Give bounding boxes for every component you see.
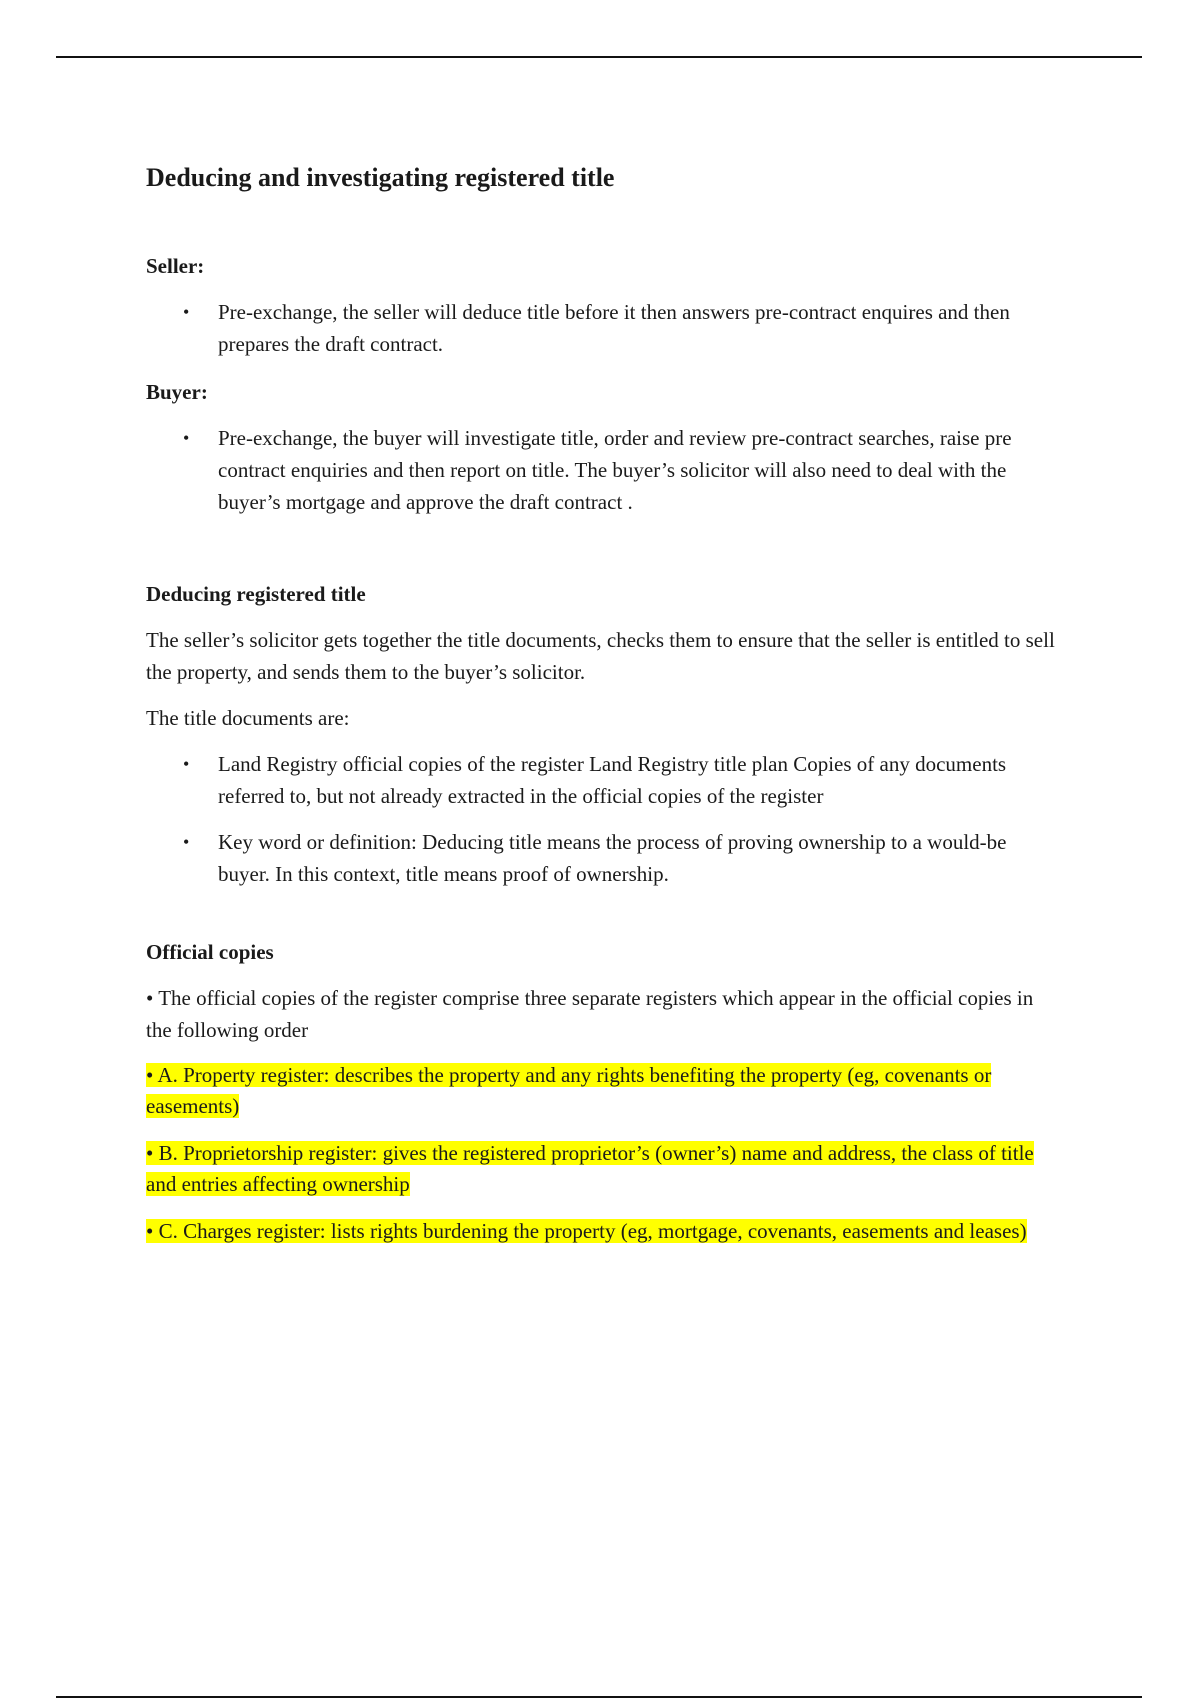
spacer [146, 908, 1056, 938]
highlighted-text: • A. Property register: describes the property and any rights benefiting the property (eg, covenants or easements) [146, 1063, 992, 1118]
official-copies-intro: • The official copies of the register comprise three separate registers which appear in the official copies in the following order [146, 986, 1034, 1042]
bottom-rule [56, 1696, 1142, 1698]
bullet-icon: • [183, 428, 190, 448]
top-rule [56, 56, 1142, 58]
document-title: Deducing and investigating registered title [146, 163, 615, 192]
charges-register-paragraph [146, 1216, 1056, 1247]
definition-item: Key word or definition: Deducing title means the process of proving ownership to a would-be buyer. In this context, title means proof of ownership. [218, 830, 1007, 886]
bullet-icon: • [183, 754, 190, 774]
bullet-icon: • [183, 832, 190, 852]
deducing-heading: Deducing registered title [146, 582, 366, 606]
document-body [146, 150, 1056, 1263]
list-item [146, 296, 1056, 360]
seller-bullet-text: Pre-exchange, the seller will deduce title before it then answers pre-contract enquires and then prepares the draft contract. [218, 300, 1010, 356]
bullet-icon: • [183, 302, 190, 322]
seller-label: Seller: [146, 254, 205, 278]
highlighted-text: • B. Proprietorship register: gives the registered proprietor’s (owner’s) name and address, the class of title and entries affecting ownership [146, 1141, 1034, 1196]
buyer-bullet-list [146, 422, 1056, 518]
title-documents-list [146, 748, 1056, 890]
property-register-paragraph [146, 1060, 1056, 1122]
list-item [146, 422, 1056, 518]
spacer [146, 536, 1056, 580]
proprietorship-register-paragraph [146, 1138, 1056, 1200]
buyer-bullet-text: Pre-exchange, the buyer will investigate title, order and review pre-contract searches, raise pre contract enquiries and then report on title. The buyer’s solicitor will also need to deal with the buyer’s mortgage and approve the draft contract . [218, 426, 1012, 514]
title-documents-intro: The title documents are: [146, 706, 350, 730]
highlighted-text: • C. Charges register: lists rights burdening the property (eg, mortgage, covenants, easements and leases) [146, 1219, 1027, 1243]
deducing-paragraph: The seller’s solicitor gets together the title documents, checks them to ensure that the seller is entitled to sell the property, and sends them to the buyer’s solicitor. [146, 628, 1055, 684]
buyer-label: Buyer: [146, 380, 208, 404]
title-documents-item: Land Registry official copies of the register Land Registry title plan Copies of any documents referred to, but not already extracted in the official copies of the register [218, 752, 1007, 808]
list-item [146, 748, 1056, 812]
official-copies-heading: Official copies [146, 940, 274, 964]
list-item [146, 826, 1056, 890]
seller-bullet-list [146, 296, 1056, 360]
